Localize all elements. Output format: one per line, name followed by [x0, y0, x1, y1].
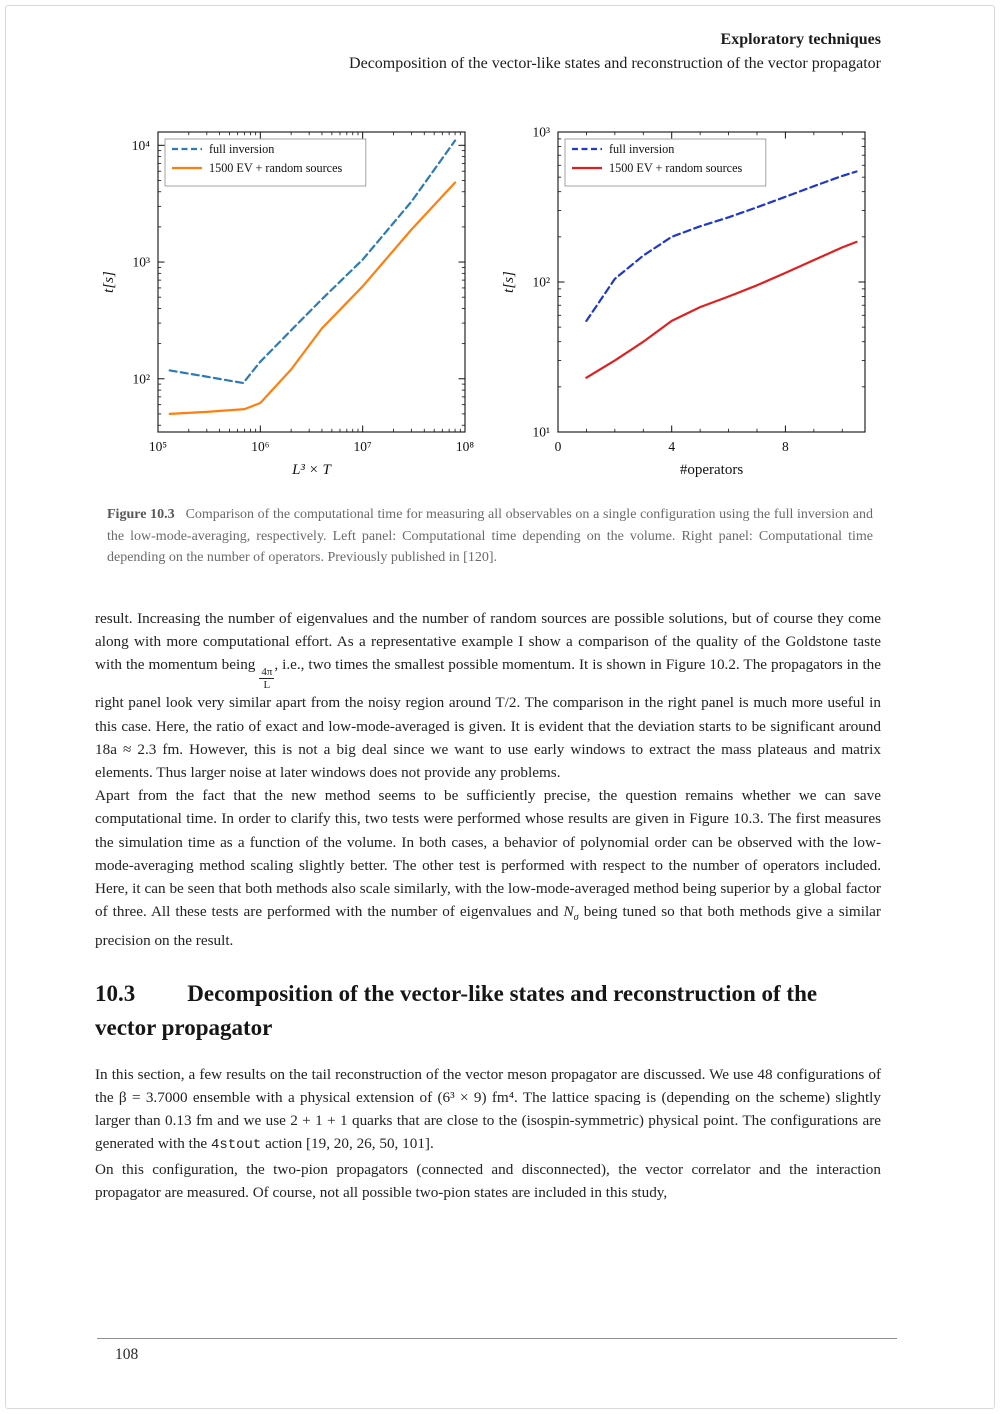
svg-text:10³: 10³	[132, 254, 150, 270]
paragraph-4: On this configuration, the two-pion propagators (connected and disconnected), the vector correlator and the interaction propagator are measured. Of course, not all possible two-pion states are included in this study,	[95, 1160, 881, 1201]
svg-text:4: 4	[668, 439, 676, 454]
section-heading	[95, 977, 881, 1045]
n-sigma-base: N	[563, 903, 574, 921]
paragraph-2	[95, 784, 881, 952]
page-number: 108	[115, 1346, 139, 1363]
series-1500-ev-random-sources	[170, 183, 455, 414]
chart-svg	[498, 120, 878, 482]
figure-caption-text: Comparison of the computational time for measuring all observables on a single configuration using the full inversion and the low-mode-averaging, respectively. Left panel: Computational time depending on the volume. Right panel: Computational time depending on the number of operators. Previously published in [120].	[107, 507, 874, 565]
svg-text:10²: 10²	[532, 274, 550, 290]
right-chart	[498, 120, 878, 482]
legend-label: 1500 EV + random sources	[209, 161, 343, 175]
figure-10-3	[95, 120, 881, 482]
section-number: 10.3	[95, 980, 136, 1006]
left-chart	[98, 120, 478, 482]
svg-text:10⁵: 10⁵	[148, 439, 168, 454]
svg-text:10⁶: 10⁶	[251, 439, 270, 454]
n-sigma-symbol	[563, 903, 579, 924]
legend-label: full inversion	[209, 142, 275, 156]
paragraph-1-text-b: , i.e., two times the smallest possible momentum. It is shown in Figure 10.2. The propagators in the right panel look very similar apart from the noisy region around T/2. The comparison in the right panel is much more useful in this case. Here, the ratio of exact and low-mode-averaged is given. It is evident that the deviation starts to be significant around 18a ≈ 2.3 fm. However, this is not a big deal since we want to use early windows to extract the mass plateaus and matrix elements. Thus larger noise at later windows does not provide any problems.	[95, 655, 881, 782]
running-header	[95, 28, 881, 76]
section-title: Decomposition of the vector-like states and reconstruction of the vector propagator	[95, 980, 818, 1040]
paragraph-2-text-b: being tuned so that both methods give a similar precision on the result.	[95, 903, 881, 950]
fraction-numerator: 4π	[261, 665, 273, 678]
y-axis-label: t[s]	[101, 271, 117, 293]
chart-svg	[98, 120, 478, 482]
legend	[165, 139, 366, 186]
svg-text:10⁷: 10⁷	[353, 439, 372, 454]
inline-code-4stout: 4stout	[210, 1137, 262, 1154]
legend	[565, 139, 766, 186]
figure-caption	[107, 504, 873, 569]
section-body-text	[95, 1063, 881, 1204]
n-sigma-subscript: σ	[573, 912, 579, 924]
paragraph-3-text-a: In this section, a few results on the tail reconstruction of the vector meson propagator are discussed. We use 48 configurations of the β = 3.7000 ensemble with a physical extension of (6³ × 9) fm⁴. The lattice spacing is (depending on the scheme) slightly larger than 0.13 fm and we use 2 + 1 + 1 quarks that are close to the (isospin-symmetric) physical point. The configurations are generated with the	[95, 1065, 881, 1153]
page-footer	[97, 1338, 897, 1364]
svg-text:8: 8	[782, 439, 789, 454]
svg-text:0: 0	[554, 439, 562, 454]
svg-text:10¹: 10¹	[532, 424, 550, 440]
x-axis-label: L³ × T	[292, 462, 331, 478]
svg-text:10⁸: 10⁸	[455, 439, 475, 454]
fraction-denominator: L	[263, 679, 271, 692]
content-column	[95, 0, 881, 1204]
body-text	[95, 607, 881, 953]
series-1500-ev-random-sources	[586, 242, 856, 378]
y-axis-label: t[s]	[501, 271, 517, 293]
paragraph-1-text-a: result. Increasing the number of eigenvalues and the number of random sources are possible solutions, but of course they come along with more computational effort. As a representative example I show a comparison of the quality of the Goldstone taste with the momentum being	[95, 609, 881, 673]
paragraph-1	[95, 607, 881, 785]
svg-text:10²: 10²	[132, 371, 150, 387]
paragraph-3	[95, 1063, 881, 1158]
running-header-section: Decomposition of the vector-like states and reconstruction of the vector propagator	[349, 55, 881, 72]
figure-caption-label: Figure 10.3	[107, 507, 175, 522]
svg-text:10⁴: 10⁴	[131, 137, 150, 153]
paragraph-3-text-b: action [19, 20, 26, 50, 101].	[261, 1135, 434, 1153]
svg-text:10³: 10³	[532, 124, 550, 140]
legend-label: 1500 EV + random sources	[609, 161, 743, 175]
paragraph-2-text-a: Apart from the fact that the new method seems to be sufficiently precise, the question remains whether we can save computational time. In order to clarify this, two tests were performed whose results are given in Figure 10.3. The first measures the simulation time as a function of the volume. In both cases, a behavior of polynomial order can be observed with the low-mode-averaging method scaling slightly better. The other test is performed with respect to the number of operators included. Here, it can be seen that both methods also scale similarly, with the low-mode-averaged method being superior by a global factor of three. All these tests are performed with the number of eigenvalues and	[95, 787, 881, 921]
running-header-chapter: Exploratory techniques	[720, 31, 881, 48]
legend-label: full inversion	[609, 142, 675, 156]
inline-fraction	[259, 666, 274, 692]
x-axis-label: #operators	[679, 462, 744, 478]
